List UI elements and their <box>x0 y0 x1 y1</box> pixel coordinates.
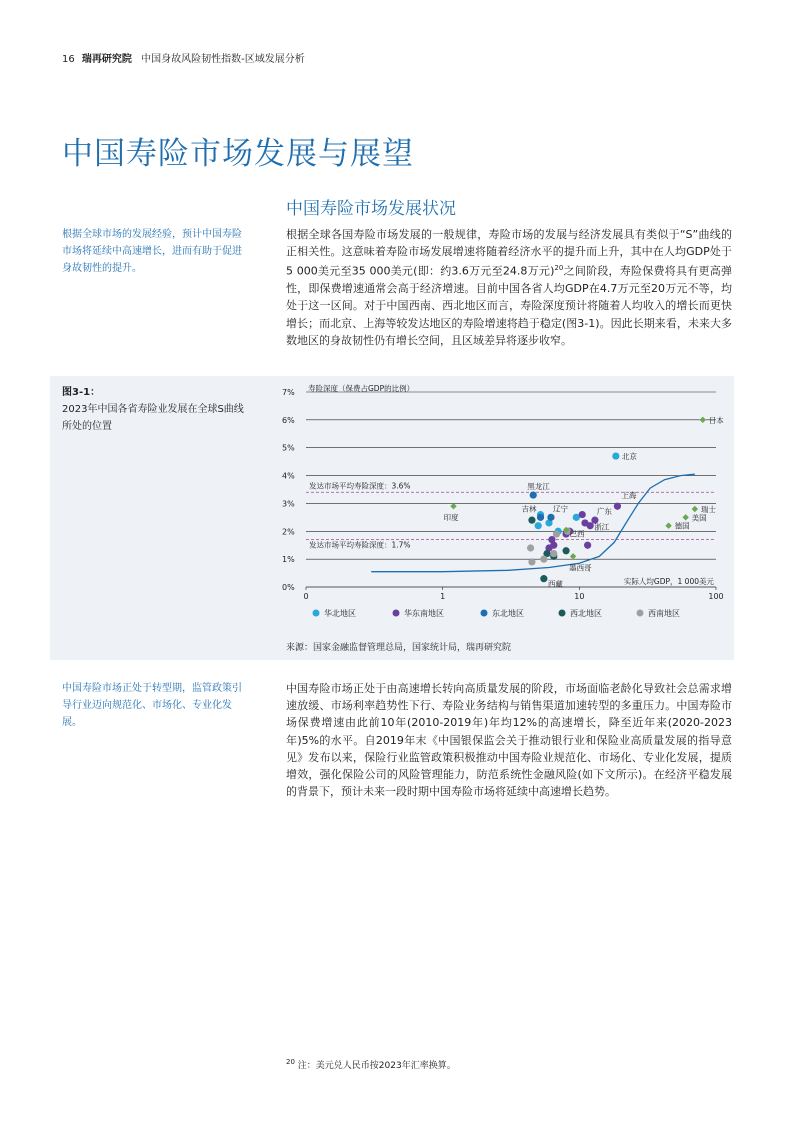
y-tick-label: 1% <box>282 555 295 565</box>
paragraph-1-part-b: 之间阶段，寿险保费将具有更高弹性，即保费增速通常会高于经济增速。目前中国各省人均GDP在4.7万元至20万元不等，均处于这一区间。对于中国西南、西北地区而言，寿险深度预计将随着人均收入的增长而更快增长；而北京、上海等较发达地区的寿险增速将趋于稳定(图3-1)。因此长期来看，未来大多数地区的身故韧性仍有增长空间，且区域差异将逐步收窄。 <box>286 265 732 347</box>
data-label: 上海 <box>621 491 637 501</box>
x-tick-label: 100 <box>708 592 724 601</box>
y-tick-label: 7% <box>282 388 295 397</box>
data-label: 辽宁 <box>552 504 568 514</box>
legend-marker <box>393 610 400 617</box>
data-label: 墨西哥 <box>569 563 592 573</box>
data-point <box>535 522 542 529</box>
data-label: 德国 <box>674 521 690 531</box>
x-tick-label: 0 <box>303 592 309 601</box>
y-tick-label: 6% <box>282 415 295 425</box>
legend-marker <box>313 610 320 617</box>
y-tick-label: 4% <box>282 471 295 481</box>
data-point <box>548 536 555 543</box>
data-label: 吉林 <box>521 504 537 514</box>
data-point <box>579 511 586 518</box>
data-label: 美国 <box>691 513 707 523</box>
sidenote-2: 中国寿险市场正处于转型期，监管政策引导行业迈向规范化、市场化、专业化发展。 <box>62 683 242 728</box>
data-label: 印度 <box>443 513 459 523</box>
data-label: 西藏 <box>547 579 563 589</box>
data-point <box>527 544 534 551</box>
data-point <box>612 452 619 459</box>
data-point <box>540 575 547 582</box>
data-point <box>547 514 554 521</box>
data-point <box>614 503 621 510</box>
footnote-ref: 20 <box>554 264 564 273</box>
y-tick-label: 3% <box>282 499 295 509</box>
data-point-diamond <box>450 503 456 509</box>
data-label: 广东 <box>596 507 612 517</box>
x-tick-label: 10 <box>574 592 585 601</box>
data-point <box>553 530 560 537</box>
figure-caption: 2023年中国各省寿险业发展在全球S曲线所处的位置 <box>62 404 244 432</box>
footnote <box>286 1058 456 1071</box>
data-point <box>581 519 588 526</box>
legend-marker <box>559 610 566 617</box>
section-subtitle: 中国寿险市场发展状况 <box>286 199 456 219</box>
data-label: 浙江 <box>594 522 610 532</box>
data-point <box>528 558 535 565</box>
y-tick-label: 5% <box>282 443 295 453</box>
x-tick-label: 1 <box>440 592 446 601</box>
data-label: 巴西 <box>569 529 585 539</box>
footnote-number: 20 <box>286 1058 295 1066</box>
data-point <box>540 556 547 563</box>
data-point-diamond <box>692 506 698 512</box>
data-point-diamond <box>700 417 706 423</box>
scatter-chart <box>278 380 728 630</box>
data-point-diamond <box>665 523 671 529</box>
figure-source: 来源：国家金融监督管理总局，国家统计局，瑞再研究院 <box>286 643 512 653</box>
legend-label: 华北地区 <box>324 609 356 618</box>
data-label: 黑龙江 <box>527 482 550 492</box>
footnote-text: 注：美元兑人民币按2023年汇率换算。 <box>297 1061 456 1071</box>
reference-line-label: 发达市场平均寿险深度：3.6% <box>309 481 411 491</box>
data-point <box>562 547 569 554</box>
data-point <box>550 550 557 557</box>
figure-number: 图3-1： <box>62 387 101 398</box>
running-header <box>62 50 305 65</box>
legend-marker <box>637 610 644 617</box>
data-label: 北京 <box>621 452 637 462</box>
legend-label: 西北地区 <box>570 609 602 618</box>
y-axis-label: 寿险深度（保费占GDP的比例） <box>308 384 415 393</box>
sidenote-1: 根据全球市场的发展经验，预计中国寿险市场将延续中高速增长，进而有助于促进身故韧性的提升。 <box>62 229 242 274</box>
legend-marker <box>481 610 488 617</box>
data-point <box>537 514 544 521</box>
data-label: 日本 <box>708 415 724 425</box>
legend-label: 东北地区 <box>492 609 524 618</box>
legend-label: 华东南地区 <box>404 609 444 618</box>
x-axis-label: 实际人均GDP，1 000美元 <box>623 577 714 586</box>
paragraph-2: 中国寿险市场正处于由高速增长转向高质量发展的阶段，市场面临老龄化导致社会总需求增速放缓、市场利率趋势性下行、寿险业务结构与销售渠道加速转型的多重压力。中国寿险市场保费增速由此前10年(2010-2019年)年均12%的高速增长，降至近年来(2020-2023年)5%的水平。自2019年末《中国银保监会关于推动银行业和保险业高质量发展的指导意见》发布以来，保险行业监管政策积极推动中国寿险业规范化、市场化、专业化发展，提质增效，强化保险公司的风险管理能力，防范系统性金融风险(如下文所示)。在经济平稳发展的背景下，预计未来一段时期中国寿险市场将延续中高速增长趋势。 <box>286 682 732 799</box>
paragraph-1 <box>286 226 732 349</box>
page-title: 中国寿险市场发展与展望 <box>62 136 414 172</box>
paragraph-1-part-a: 根据全球各国寿险市场发展的一般规律，寿险市场的发展与经济发展具有类似于“S”曲线的正相关性。这意味着寿险市场发展增速将随着经济水平的提升而上升，其中在人均GDP处于5 000美元至35 000美元(即：约3.6万元至24.8万元) <box>286 228 732 279</box>
y-tick-label: 2% <box>282 527 295 537</box>
legend-label: 西南地区 <box>648 609 680 618</box>
reference-line-label: 发达市场平均寿险深度：1.7% <box>309 540 411 550</box>
figure-label <box>62 384 252 435</box>
document-title: 中国身故风险韧性指数-区域发展分析 <box>141 54 305 65</box>
data-point <box>528 517 535 524</box>
y-tick-label: 0% <box>282 583 295 592</box>
data-point <box>530 491 537 498</box>
data-label: 瑞士 <box>700 505 716 514</box>
brand-name: 瑞再研究院 <box>81 54 132 65</box>
page-number: 16 <box>62 54 75 65</box>
data-point-diamond <box>570 553 576 559</box>
data-point-diamond <box>682 514 688 520</box>
data-point <box>584 542 591 549</box>
